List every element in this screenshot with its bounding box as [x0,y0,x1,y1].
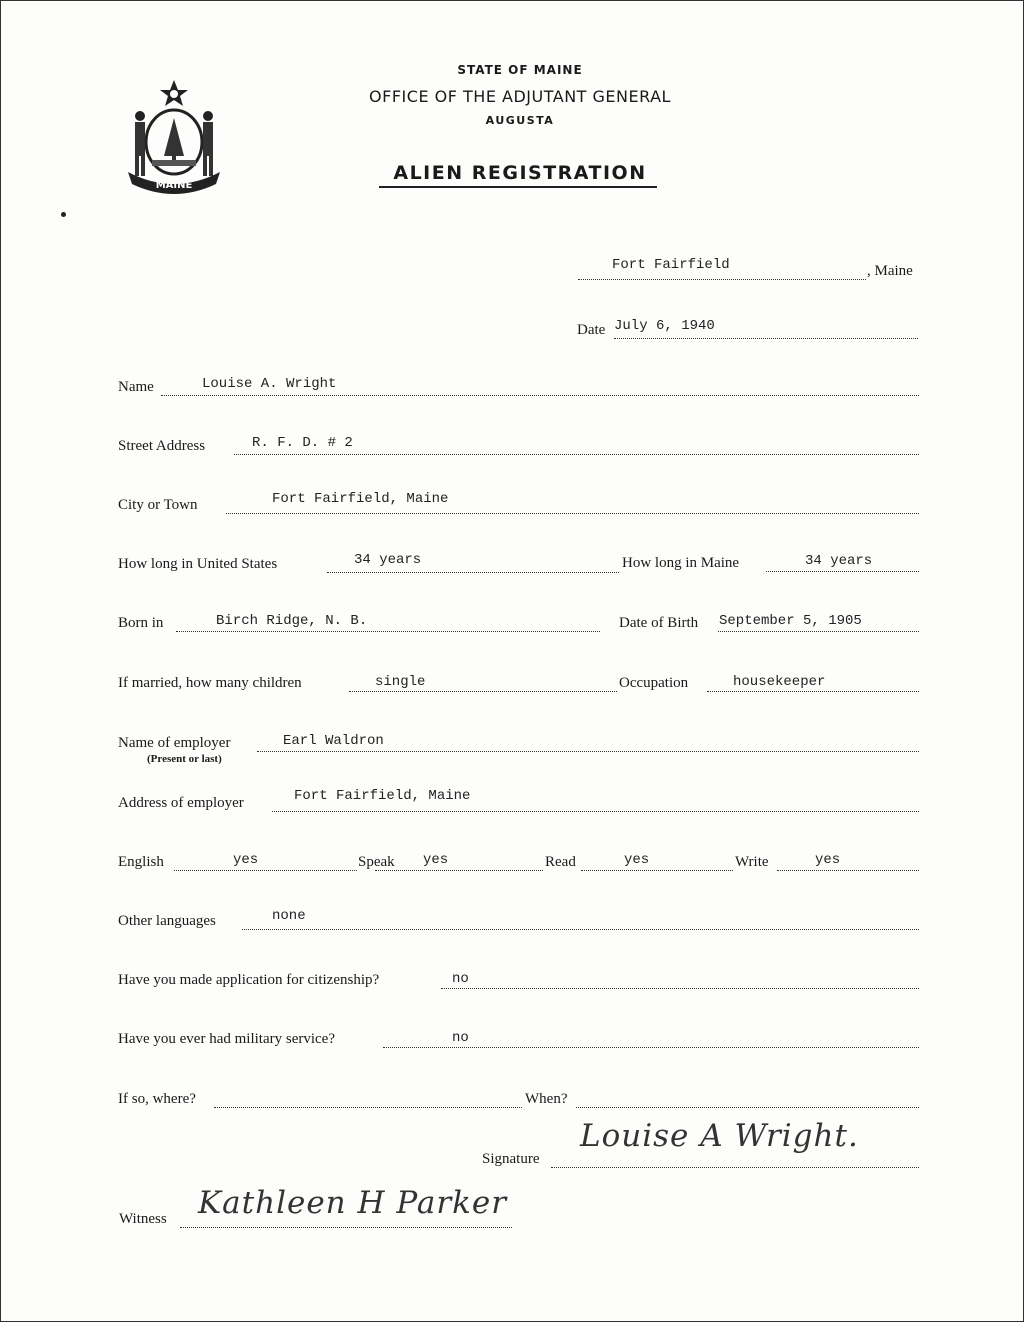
street-value: R. F. D. # 2 [252,435,353,451]
street-label: Street Address [118,438,206,454]
header-city: AUGUSTA [485,114,555,127]
dob-value: September 5, 1905 [719,613,862,629]
city-line [226,513,919,514]
other-languages-value: none [272,908,306,924]
name-label: Name [118,379,154,395]
place-value: Fort Fairfield [612,257,730,273]
children-value: single [375,674,426,690]
occupation-value: housekeeper [733,674,826,690]
children-line [349,691,617,692]
dob-line [718,631,919,632]
signature-handwriting: Louise A Wright. [580,1118,859,1154]
born-in-value: Birch Ridge, N. B. [216,613,368,629]
name-line [161,395,919,396]
dob-label: Date of Birth [619,615,699,631]
other-languages-label: Other languages [118,913,216,929]
read-value: yes [624,852,650,868]
title-underline [379,186,657,188]
military-value: no [452,1030,469,1046]
speak-line [375,870,543,871]
write-line [777,870,919,871]
other-languages-line [242,929,919,930]
read-label: Read [545,854,576,870]
witness-label: Witness [119,1211,167,1227]
occupation-line [707,691,919,692]
us-time-label: How long in United States [118,556,278,572]
date-line [614,338,918,339]
where-label: If so, where? [118,1091,196,1107]
write-label: Write [735,854,769,870]
citizenship-value: no [452,971,469,987]
witness-line [180,1227,512,1228]
employer-address-value: Fort Fairfield, Maine [294,788,471,804]
employer-sublabel: (Present or last) [147,753,222,765]
header-state: STATE OF MAINE [457,63,583,77]
state-seal-icon [118,76,230,194]
military-line [383,1047,919,1048]
header-office: OFFICE OF THE ADJUTANT GENERAL [369,87,671,106]
employer-address-label: Address of employer [118,795,244,811]
children-label: If married, how many children [118,675,302,691]
citizenship-label: Have you made application for citizenship? [118,972,380,988]
witness-handwriting: Kathleen H Parker [198,1185,508,1221]
military-label: Have you ever had military service? [118,1031,335,1047]
city-label: City or Town [118,497,198,513]
form-title: ALIEN REGISTRATION [393,162,647,184]
us-time-line [327,572,619,573]
name-value: Louise A. Wright [202,376,337,392]
employer-line [257,751,919,752]
speak-value: yes [423,852,449,868]
place-line [578,279,866,280]
read-line [581,870,733,871]
born-in-line [176,631,600,632]
write-value: yes [815,852,841,868]
speak-label: Speak [358,854,395,870]
where-line [214,1107,522,1108]
born-in-label: Born in [118,615,164,631]
seal-text: MAINE [155,180,193,191]
employer-address-line [272,811,919,812]
street-line [234,454,919,455]
city-value: Fort Fairfield, Maine [272,491,449,507]
signature-label: Signature [482,1151,540,1167]
maine-time-line [766,571,919,572]
maine-time-label: How long in Maine [622,555,740,571]
when-label: When? [525,1091,568,1107]
date-value: July 6, 1940 [614,318,715,334]
us-time-value: 34 years [354,552,422,568]
employer-value: Earl Waldron [283,733,384,749]
citizenship-line [441,988,919,989]
english-line [174,870,357,871]
english-label: English [118,854,164,870]
employer-label: Name of employer [118,735,231,751]
occupation-label: Occupation [619,675,689,691]
when-line [576,1107,919,1108]
date-label: Date [577,322,606,338]
maine-time-value: 34 years [805,553,873,569]
english-value: yes [233,852,259,868]
signature-line [551,1167,919,1168]
paper-mark [61,212,66,217]
place-suffix: , Maine [867,263,913,279]
